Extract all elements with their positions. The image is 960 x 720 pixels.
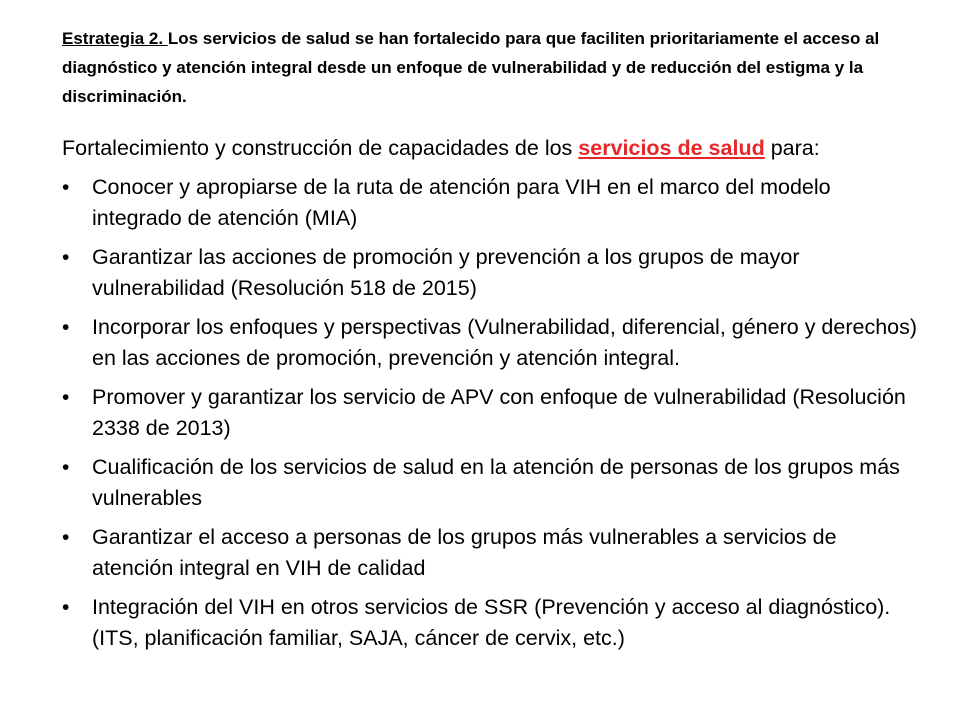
bullet-text: Garantizar las acciones de promoción y prevención a los grupos de mayor vulnerabilidad (Resolución 518 de 2015) — [92, 245, 800, 300]
bullet-icon: • — [62, 456, 70, 479]
intro-line — [62, 133, 942, 163]
bullet-text: Cualificación de los servicios de salud en la atención de personas de los grupos más vulnerables — [92, 455, 900, 510]
bullet-text: Incorporar los enfoques y perspectivas (Vulnerabilidad, diferencial, género y derechos) en las acciones de promoción, prevención y atención integral. — [92, 315, 918, 370]
strategy-heading — [62, 24, 922, 111]
bullet-list — [62, 172, 922, 662]
bullet-text: Garantizar el acceso a personas de los grupos más vulnerables a servicios de atención integral en VIH de calidad — [92, 525, 837, 580]
bullet-icon: • — [62, 386, 70, 409]
bullet-text: Conocer y apropiarse de la ruta de atención para VIH en el marco del modelo integrado de atención (MIA) — [92, 175, 831, 230]
bullet-item — [62, 312, 922, 374]
bullet-icon: • — [62, 246, 70, 269]
bullet-icon: • — [62, 176, 70, 199]
bullet-item — [62, 382, 922, 444]
bullet-icon: • — [62, 526, 70, 549]
bullet-item — [62, 452, 922, 514]
intro-after: para: — [764, 136, 820, 160]
bullet-text: Integración del VIH en otros servicios de SSR (Prevención y acceso al diagnóstico). (ITS, planificación familiar, SAJA, cáncer de cervix, etc.) — [92, 595, 891, 650]
bullet-item — [62, 592, 922, 654]
intro-before: Fortalecimiento y construcción de capacidades de los — [62, 136, 579, 160]
bullet-item — [62, 172, 922, 234]
bullet-icon: • — [62, 316, 70, 339]
intro-highlight: servicios de salud — [578, 136, 765, 160]
bullet-item — [62, 242, 922, 304]
bullet-item — [62, 522, 922, 584]
strategy-label: Estrategia 2. — [62, 29, 168, 48]
bullet-text: Promover y garantizar los servicio de APV con enfoque de vulnerabilidad (Resolución 2338 de 2013) — [92, 385, 906, 440]
strategy-text: Los servicios de salud se han fortalecido para que faciliten prioritariamente el acceso al diagnóstico y atención integral desde un enfoque de vulnerabilidad y de reducción del estigma y la discriminación. — [62, 29, 880, 106]
bullet-icon: • — [62, 596, 70, 619]
